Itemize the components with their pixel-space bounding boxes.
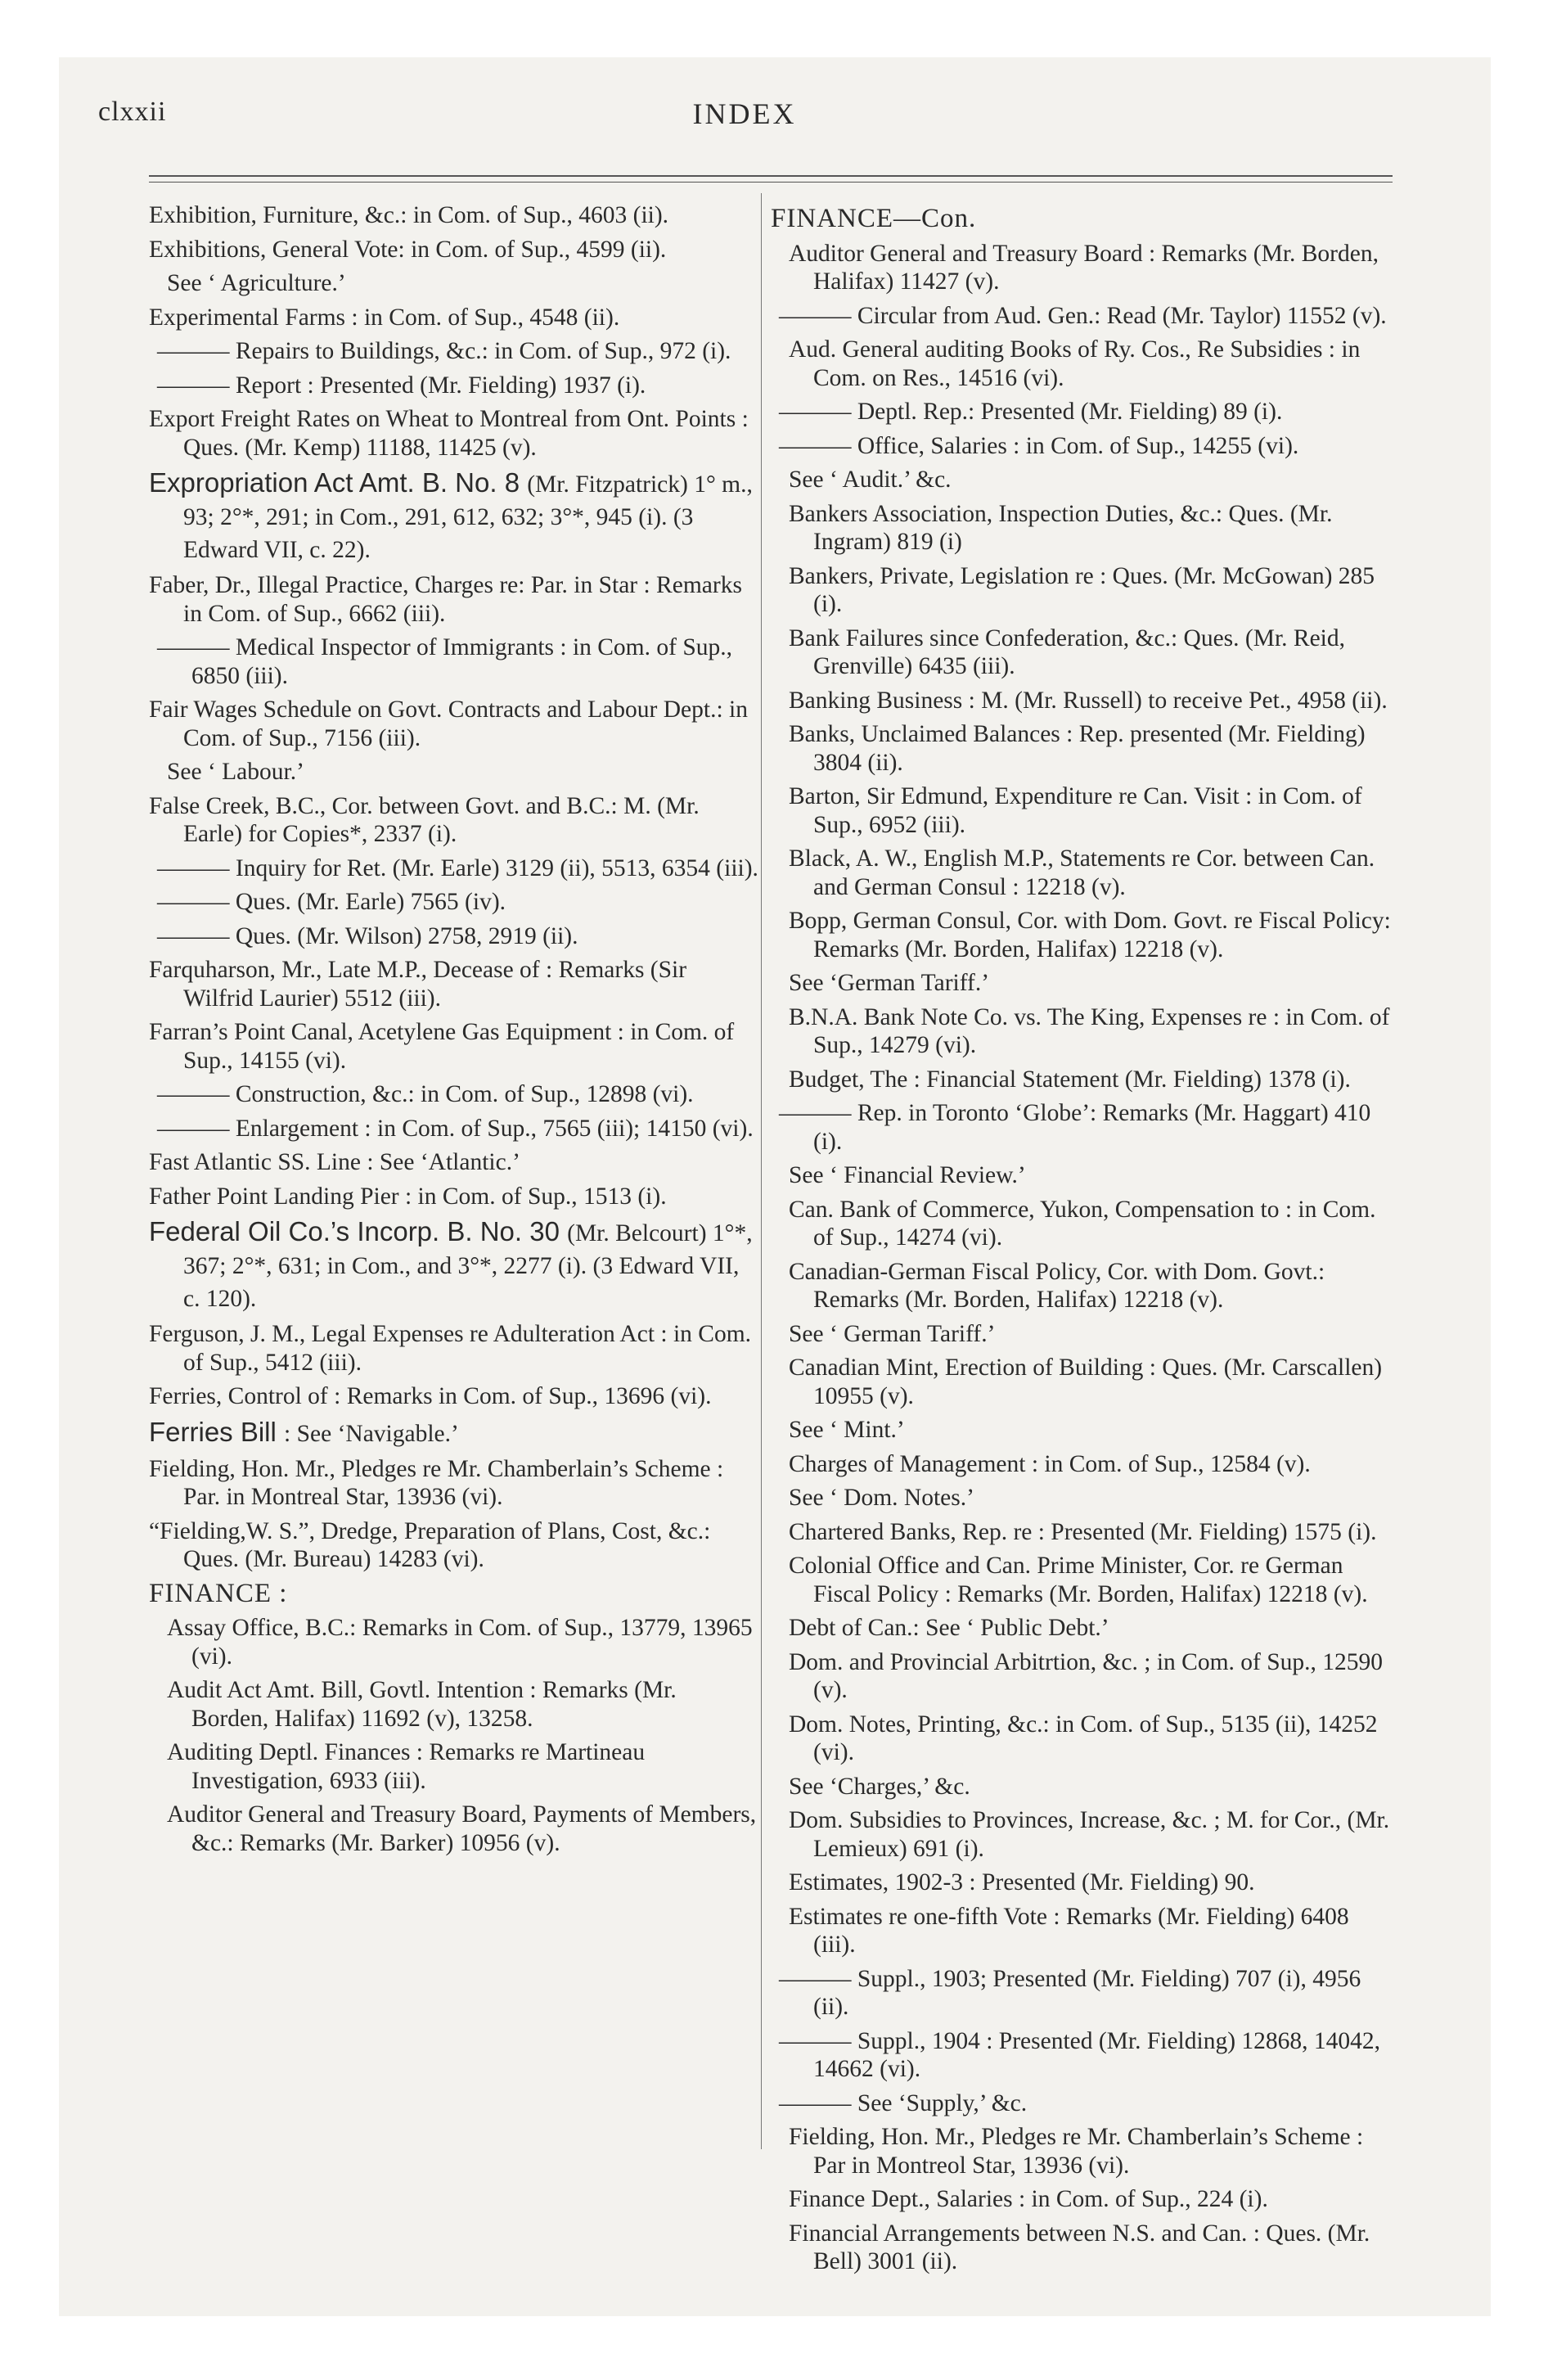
index-subentry: ——— Deptl. Rep.: Presented (Mr. Fielding) 89 (i). [779, 399, 1283, 425]
index-entry: Debt of Can.: See ‘ Public Debt.’ [789, 1615, 1109, 1641]
index-subentry: ——— Construction, &c.: in Com. of Sup., 12898 (vi). [157, 1081, 694, 1107]
index-entry: Farquharson, Mr., Late M.P., Decease of : Remarks (Sir Wilfrid Laurier) 5512 (iii). [149, 957, 687, 1012]
index-entry: See ‘ Financial Review.’ [789, 1162, 1026, 1188]
index-subentry: ——— Report : Presented (Mr. Fielding) 1937 (i). [157, 372, 646, 399]
bill-title: Federal Oil Co.’s Incorp. B. No. 30 [149, 1216, 560, 1246]
index-entry: Fair Wages Schedule on Govt. Contracts and Labour Dept.: in Com. of Sup., 7156 (iii). [149, 696, 748, 751]
index-subentry: ——— Circular from Aud. Gen.: Read (Mr. Taylor) 11552 (v). [779, 302, 1387, 329]
index-entry: Faber, Dr., Illegal Practice, Charges re: Par. in Star : Remarks in Com. of Sup., 6662 (iii). [149, 572, 742, 627]
index-subentry: ——— Office, Salaries : in Com. of Sup., 14255 (vi). [779, 432, 1299, 459]
index-entry: See ‘ Agriculture.’ [167, 270, 346, 296]
index-entry: See ‘Charges,’ &c. [789, 1773, 970, 1800]
index-entry: Canadian-German Fiscal Policy, Cor. with Dom. Govt.: Remarks (Mr. Borden, Halifax) 12218 (v). [789, 1258, 1325, 1313]
index-entry: See ‘ German Tariff.’ [789, 1320, 996, 1347]
bill-title: Expropriation Act Amt. B. No. 8 [149, 467, 520, 498]
index-entry: Farran’s Point Canal, Acetylene Gas Equipment : in Com. of Sup., 14155 (vi). [149, 1019, 735, 1074]
index-entry: Chartered Banks, Rep. re : Presented (Mr. Fielding) 1575 (i). [789, 1518, 1377, 1545]
index-subentry: ——— Enlargement : in Com. of Sup., 7565 (iii); 14150 (vi). [157, 1115, 754, 1142]
index-entry: Experimental Farms : in Com. of Sup., 4548 (ii). [149, 304, 620, 331]
index-subentry: ——— See ‘Supply,’ &c. [779, 2089, 1028, 2116]
index-entry-bill [149, 467, 758, 566]
index-entry: Fast Atlantic SS. Line : See ‘Atlantic.’ [149, 1149, 520, 1175]
index-entry: See ‘ Mint.’ [789, 1417, 905, 1443]
index-entry: Auditing Deptl. Finances : Remarks re Martineau Investigation, 6933 (iii). [167, 1739, 646, 1794]
index-entry: Bank Failures since Confederation, &c.: Ques. (Mr. Reid, Grenville) 6435 (iii). [789, 624, 1345, 679]
index-entry: Ferguson, J. M., Legal Expenses re Adulteration Act : in Com. of Sup., 5412 (iii). [149, 1321, 752, 1376]
index-entry: Bopp, German Consul, Cor. with Dom. Govt. re Fiscal Policy: Remarks (Mr. Borden, Halifax) 12218 (v). [789, 908, 1391, 962]
page-title: INDEX [692, 97, 797, 130]
index-entry: Exhibition, Furniture, &c.: in Com. of Sup., 4603 (ii). [149, 202, 669, 228]
index-entry-bill [149, 1216, 758, 1314]
index-entry: Finance Dept., Salaries : in Com. of Sup., 224 (i). [789, 2186, 1268, 2212]
header-rule-thin [149, 182, 1393, 183]
bill-references: : See ‘Navigable.’ [284, 1420, 459, 1447]
bill-title: Ferries Bill [149, 1416, 277, 1447]
index-subentry: ——— Repairs to Buildings, &c.: in Com. of Sup., 972 (i). [157, 338, 731, 364]
index-subentry: ——— Rep. in Toronto ‘Globe’: Remarks (Mr. Haggart) 410 (i). [779, 1100, 1371, 1155]
index-entry: Banks, Unclaimed Balances : Rep. presented (Mr. Fielding) 3804 (ii). [789, 721, 1366, 776]
index-entry: Assay Office, B.C.: Remarks in Com. of Sup., 13779, 13965 (vi). [167, 1615, 753, 1670]
index-entry: Auditor General and Treasury Board, Payments of Members, &c.: Remarks (Mr. Barker) 10956 (v). [167, 1801, 757, 1856]
running-head [98, 97, 1391, 146]
index-entry: Canadian Mint, Erection of Building : Ques. (Mr. Carscallen) 10955 (v). [789, 1355, 1383, 1409]
index-entry: See ‘ Dom. Notes.’ [789, 1485, 974, 1511]
index-entry: Estimates, 1902-3 : Presented (Mr. Fielding) 90. [789, 1869, 1255, 1895]
index-entry: Dom. Notes, Printing, &c.: in Com. of Sup., 5135 (ii), 14252 (vi). [789, 1711, 1378, 1765]
index-entry: Bankers Association, Inspection Duties, &c.: Ques. (Mr. Ingram) 819 (i) [789, 500, 1333, 555]
index-entry: False Creek, B.C., Cor. between Govt. and B.C.: M. (Mr. Earle) for Copies*, 2337 (i). [149, 792, 700, 847]
index-entry: Financial Arrangements between N.S. and Can. : Ques. (Mr. Bell) 3001 (ii). [789, 2220, 1370, 2274]
section-heading: FINANCE : [149, 1578, 288, 1608]
bill-references: (Mr. Fitzpatrick) 1° m., 93; 2°*, 291; in Com., 291, 612, 632; 3°*, 945 (i). (3 Edward VII, c. 22). [183, 471, 753, 563]
index-subentry: ——— Ques. (Mr. Wilson) 2758, 2919 (ii). [157, 922, 578, 949]
index-subentry: ——— Inquiry for Ret. (Mr. Earle) 3129 (ii), 5513, 6354 (iii). [157, 854, 758, 881]
section-heading: FINANCE—Con. [771, 204, 977, 233]
index-entry: Budget, The : Financial Statement (Mr. Fielding) 1378 (i). [789, 1066, 1351, 1093]
index-entry: Barton, Sir Edmund, Expenditure re Can. Visit : in Com. of Sup., 6952 (iii). [789, 783, 1362, 838]
index-entry: Dom. and Provincial Arbitrtion, &c. ; in Com. of Sup., 12590 (v). [789, 1648, 1383, 1703]
index-entry: Father Point Landing Pier : in Com. of Sup., 1513 (i). [149, 1183, 667, 1210]
index-subentry: ——— Medical Inspector of Immigrants : in Com. of Sup., 6850 (iii). [157, 634, 732, 689]
index-entry-bill [149, 1417, 758, 1449]
index-entry: Aud. General auditing Books of Ry. Cos., Re Subsidies : in Com. on Res., 14516 (vi). [789, 336, 1361, 391]
index-entry: Estimates re one-fifth Vote : Remarks (Mr. Fielding) 6408 (iii). [789, 1903, 1349, 1958]
bill-references: (Mr. Belcourt) 1°*, 367; 2°*, 631; in Com., and 3°*, 2277 (i). (3 Edward VII, c. 120). [183, 1220, 753, 1312]
index-entry: See ‘ Audit.’ &c. [789, 467, 952, 493]
index-entry: Charges of Management : in Com. of Sup., 12584 (v). [789, 1450, 1311, 1477]
index-entry: See ‘German Tariff.’ [789, 970, 990, 996]
right-column [771, 201, 1394, 2282]
index-entry: Auditor General and Treasury Board : Remarks (Mr. Borden, Halifax) 11427 (v). [789, 240, 1379, 295]
index-entry: Banking Business : M. (Mr. Russell) to receive Pet., 4958 (ii). [789, 687, 1388, 714]
index-entry: Fielding, Hon. Mr., Pledges re Mr. Chamberlain’s Scheme : Par in Montreol Star, 13936 (vi). [789, 2124, 1364, 2179]
index-entry: See ‘ Labour.’ [167, 759, 304, 785]
index-subentry: ——— Suppl., 1903; Presented (Mr. Fielding) 707 (i), 4956 (ii). [779, 1965, 1361, 2020]
index-entry: Black, A. W., English M.P., Statements re Cor. between Can. and German Consul : 12218 (v). [789, 845, 1375, 900]
index-entry: Export Freight Rates on Wheat to Montreal from Ont. Points : Ques. (Mr. Kemp) 11188, 11425 (v). [149, 406, 749, 461]
index-entry: Can. Bank of Commerce, Yukon, Compensation to : in Com. of Sup., 14274 (vi). [789, 1196, 1376, 1251]
index-subentry: ——— Suppl., 1904 : Presented (Mr. Fielding) 12868, 14042, 14662 (vi). [779, 2027, 1381, 2082]
index-subentry: ——— Ques. (Mr. Earle) 7565 (iv). [157, 889, 506, 915]
left-column [149, 201, 758, 1863]
index-entry: “Fielding,W. S.”, Dredge, Preparation of Plans, Cost, &c.: Ques. (Mr. Bureau) 14283 (vi). [149, 1517, 711, 1572]
index-entry: Bankers, Private, Legislation re : Ques. (Mr. McGowan) 285 (i). [789, 562, 1375, 617]
index-entry: Ferries, Control of : Remarks in Com. of Sup., 13696 (vi). [149, 1383, 712, 1409]
index-entry: Exhibitions, General Vote: in Com. of Sup., 4599 (ii). [149, 236, 667, 263]
index-entry: B.N.A. Bank Note Co. vs. The King, Expenses re : in Com. of Sup., 14279 (vi). [789, 1003, 1390, 1058]
index-entry: Audit Act Amt. Bill, Govtl. Intention : Remarks (Mr. Borden, Halifax) 11692 (v), 13258. [167, 1677, 677, 1732]
index-entry: Colonial Office and Can. Prime Minister, Cor. re German Fiscal Policy : Remarks (Mr. Borden, Halifax) 12218 (v). [789, 1553, 1368, 1607]
column-divider [761, 193, 762, 2149]
index-entry: Fielding, Hon. Mr., Pledges re Mr. Chamberlain’s Scheme : Par. in Montreal Star, 13936 (vi). [149, 1455, 724, 1510]
page-number: clxxii [98, 97, 167, 127]
header-rule [149, 175, 1393, 177]
index-entry: Dom. Subsidies to Provinces, Increase, &c. ; M. for Cor., (Mr. Lemieux) 691 (i). [789, 1807, 1390, 1862]
